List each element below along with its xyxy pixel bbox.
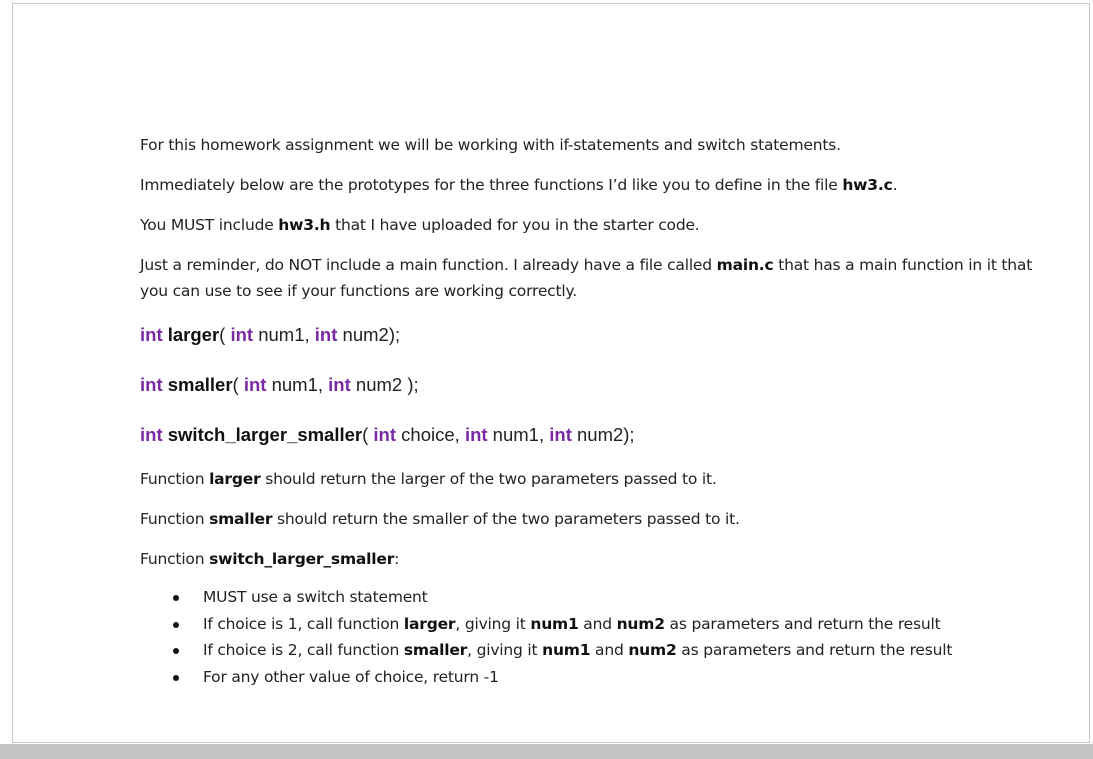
document-body	[140, 132, 1040, 690]
list-item-text: as parameters and return the result	[664, 614, 941, 633]
param: num2 );	[350, 374, 419, 395]
include-text: You MUST include	[140, 216, 279, 234]
param: num1,	[253, 324, 315, 345]
keyword-int: int	[140, 374, 163, 395]
list-item	[140, 611, 1040, 638]
list-item-text: and	[578, 614, 617, 633]
prototypes-text: Immediately below are the prototypes for the three functions I’d like you to define in the file	[140, 176, 843, 194]
intro-text: For this homework assignment we will be working with if-statements and switch statements.	[140, 136, 841, 154]
bullet-icon	[173, 595, 179, 601]
list-item-text: as parameters and return the result	[676, 641, 953, 659]
reminder-text-end: that has a main function in it that you can use to see if your functions are working correctly.	[140, 256, 1033, 300]
paren-open: (	[232, 374, 244, 395]
list-item	[140, 637, 1040, 664]
list-item-text: If choice is 1, call function	[203, 614, 404, 633]
reminder-paragraph	[140, 252, 1040, 304]
list-item-text: , giving it	[455, 614, 531, 633]
paren-open: (	[362, 424, 374, 445]
desc-text: Function	[140, 510, 210, 528]
param: num2);	[337, 324, 401, 345]
list-item-text: , giving it	[467, 641, 543, 659]
list-item-bold: larger	[403, 614, 456, 633]
filename-hw3c: hw3.c	[842, 176, 893, 194]
bullet-icon	[173, 648, 179, 654]
keyword-int: int	[373, 424, 397, 445]
keyword-int: int	[140, 424, 163, 445]
reminder-text: Just a reminder, do NOT include a main function. I already have a file called	[140, 256, 717, 274]
prototypes-paragraph	[140, 172, 1040, 198]
bullet-icon	[173, 675, 179, 681]
list-item-bold: num2	[628, 641, 677, 659]
param: num1,	[487, 424, 550, 445]
list-item-bold: smaller	[403, 641, 468, 659]
desc-text: Function	[140, 470, 210, 488]
desc-function-name: larger	[209, 470, 261, 488]
include-paragraph	[140, 212, 1040, 238]
keyword-int: int	[549, 424, 572, 445]
bullet-icon	[173, 622, 179, 628]
keyword-int: int	[243, 374, 267, 395]
prototype-switch-larger-smaller	[140, 422, 1040, 448]
keyword-int: int	[314, 324, 338, 345]
include-text-end: that I have uploaded for you in the starter code.	[330, 216, 700, 234]
keyword-int: int	[464, 424, 488, 445]
list-item-text: If choice is 2, call function	[203, 641, 404, 659]
smaller-description	[140, 506, 1040, 532]
document-page	[12, 3, 1090, 743]
desc-text: should return the larger of the two parameters passed to it.	[260, 470, 717, 488]
horizontal-scrollbar[interactable]	[0, 744, 1093, 759]
param: num2);	[571, 424, 635, 445]
requirements-list	[140, 584, 1040, 690]
desc-text: :	[394, 550, 400, 568]
list-item-text: and	[590, 641, 629, 659]
larger-description	[140, 466, 1040, 492]
prototype-larger	[140, 322, 1040, 348]
desc-text: Function	[140, 550, 210, 568]
filename-hw3h: hw3.h	[278, 216, 331, 234]
filename-mainc: main.c	[716, 256, 774, 274]
prototype-smaller	[140, 372, 1040, 398]
desc-function-name: smaller	[209, 510, 273, 528]
desc-text: should return the smaller of the two parameters passed to it.	[272, 510, 740, 528]
param: choice,	[396, 424, 465, 445]
param: num1,	[266, 374, 329, 395]
function-name: switch_larger_smaller	[167, 424, 363, 445]
intro-paragraph	[140, 132, 1040, 158]
keyword-int: int	[328, 374, 351, 395]
function-name: smaller	[167, 374, 233, 395]
keyword-int: int	[140, 324, 163, 345]
desc-function-name: switch_larger_smaller	[209, 550, 395, 568]
list-item-text: For any other value of choice, return -1	[203, 667, 499, 686]
list-item-bold: num1	[530, 614, 579, 633]
switch-description	[140, 546, 1040, 572]
prototypes-text-end: .	[892, 176, 898, 194]
list-item-bold: num2	[616, 614, 665, 633]
list-item	[140, 664, 1040, 691]
function-name: larger	[167, 324, 220, 345]
paren-open: (	[219, 324, 231, 345]
list-item	[140, 584, 1040, 611]
keyword-int: int	[230, 324, 254, 345]
list-item-bold: num1	[542, 641, 591, 659]
list-item-text: MUST use a switch statement	[203, 588, 428, 606]
